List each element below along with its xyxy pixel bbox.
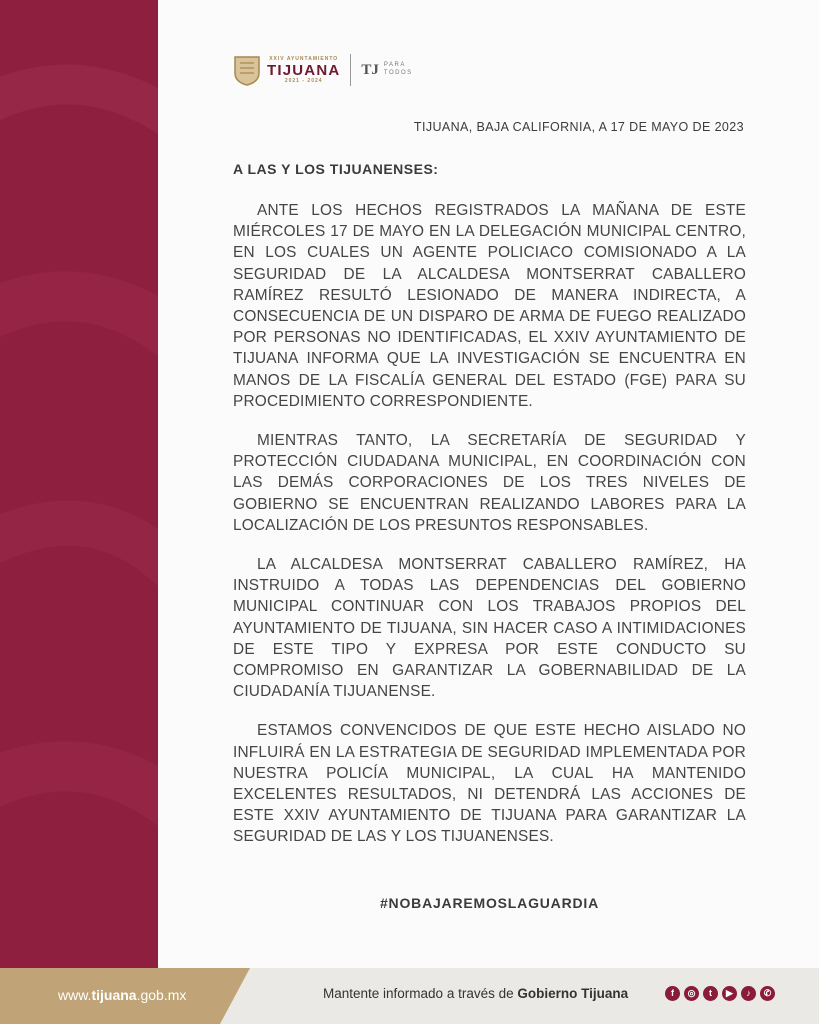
tj-mark-logo: TJ	[361, 62, 379, 78]
city-name: TIJUANA	[267, 61, 341, 79]
ayuntamiento-label: XXIV AYUNTAMIENTO	[269, 55, 339, 62]
youtube-icon[interactable]: ▶	[722, 986, 737, 1001]
paragraph-4: ESTAMOS CONVENCIDOS DE QUE ESTE HECHO AISLADO NO INFLUIRÁ EN LA ESTRATEGIA DE SEGURIDAD IMPLEMENTADA POR NUESTRA POLICÍA MUNICIPAL, LA CUAL HA MANTENIDO EXCELENTES RESULTADOS, NI DETENDRÁ LAS ACCIONES DE ESTE XXIV AYUNTAMIENTO DE TIJUANA PARA GARANTIZAR LA SEGURIDAD DE LAS Y LOS TIJUANENSES.	[233, 722, 746, 846]
twitter-icon[interactable]: t	[703, 986, 718, 1001]
url-domain: tijuana	[91, 987, 137, 1003]
slogan-text	[384, 62, 413, 78]
paragraph-3: LA ALCALDESA MONTSERRAT CABALLERO RAMÍREZ, HA INSTRUIDO A TODAS LAS DEPENDENCIAS DEL GOBIERNO MUNICIPAL CONTINUAR CON LOS TRABAJOS PROPIOS DEL AYUNTAMIENTO DE TIJUANA, SIN HACER CASO A INTIMIDACIONES DE ESTE TIPO Y EXPRESA POR ESTE CONDUCTO SU COMPROMISO EN GARANTIZAR LA GOBERNABILIDAD DE LA CIUDADANÍA TIJUANENSE.	[233, 556, 746, 701]
follow-account: Gobierno Tijuana	[517, 986, 629, 1001]
slogan-line-2: TODOS	[383, 70, 413, 76]
footer	[0, 968, 819, 1024]
follow-prefix: Mantente informado a través de	[323, 986, 518, 1001]
tiktok-icon[interactable]: ♪	[741, 986, 756, 1001]
letter-body	[233, 200, 746, 866]
follow-text	[323, 986, 628, 1001]
period-label: 2021 - 2024	[284, 77, 323, 84]
paragraph-1: ANTE LOS HECHOS REGISTRADOS LA MAÑANA DE ESTE MIÉRCOLES 17 DE MAYO EN LA DELEGACIÓN MUNICIPAL CENTRO, EN LOS CUALES UN AGENTE POLICIACO COMISIONADO A LA SEGURIDAD DE LA ALCALDESA MONTSERRAT CABALLERO RAMÍREZ RESULTÓ LESIONADO DE MANERA INDIRECTA, A CONSECUENCIA DE UN DISPARO DE ARMA DE FUEGO REALIZADO POR PERSONAS NO IDENTIFICADAS, EL XXIV AYUNTAMIENTO DE TIJUANA INFORMA QUE LA INVESTIGACIÓN SE ENCUENTRA EN MANOS DE LA FISCALÍA GENERAL DEL ESTADO (FGE) PARA SU PROCEDIMIENTO CORRESPONDIENTE.	[233, 202, 746, 410]
slogan-line-1: PARA	[383, 62, 406, 69]
paragraph-2: MIENTRAS TANTO, LA SECRETARÍA DE SEGURIDAD Y PROTECCIÓN CIUDADANA MUNICIPAL, EN COORDINACIÓN CON LAS DEMÁS CORPORACIONES DE LOS TRES NIVELES DE GOBIERNO SE ENCUENTRAN REALIZANDO LABORES PARA LA LOCALIZACIÓN DE LOS PRESUNTOS RESPONSABLES.	[233, 432, 746, 534]
tijuana-crest-logo	[232, 54, 262, 86]
date-line: TIJUANA, BAJA CALIFORNIA, A 17 DE MAYO DE 2023	[413, 120, 744, 134]
website-link[interactable]	[58, 987, 186, 1003]
url-suffix: .gob.mx	[136, 987, 187, 1003]
header-divider	[350, 54, 351, 86]
social-icons	[665, 986, 775, 1001]
ayuntamiento-title	[267, 57, 340, 84]
band-pattern	[0, 0, 158, 968]
letterhead	[232, 50, 413, 90]
left-color-band	[0, 0, 158, 968]
instagram-icon[interactable]: ◎	[684, 986, 699, 1001]
url-prefix: www.	[58, 987, 92, 1003]
facebook-icon[interactable]: f	[665, 986, 680, 1001]
greeting: A LAS Y LOS TIJUANENSES:	[233, 161, 439, 177]
hashtag: #NOBAJAREMOSLAGUARDIA	[379, 895, 600, 911]
whatsapp-icon[interactable]: ✆	[760, 986, 775, 1001]
